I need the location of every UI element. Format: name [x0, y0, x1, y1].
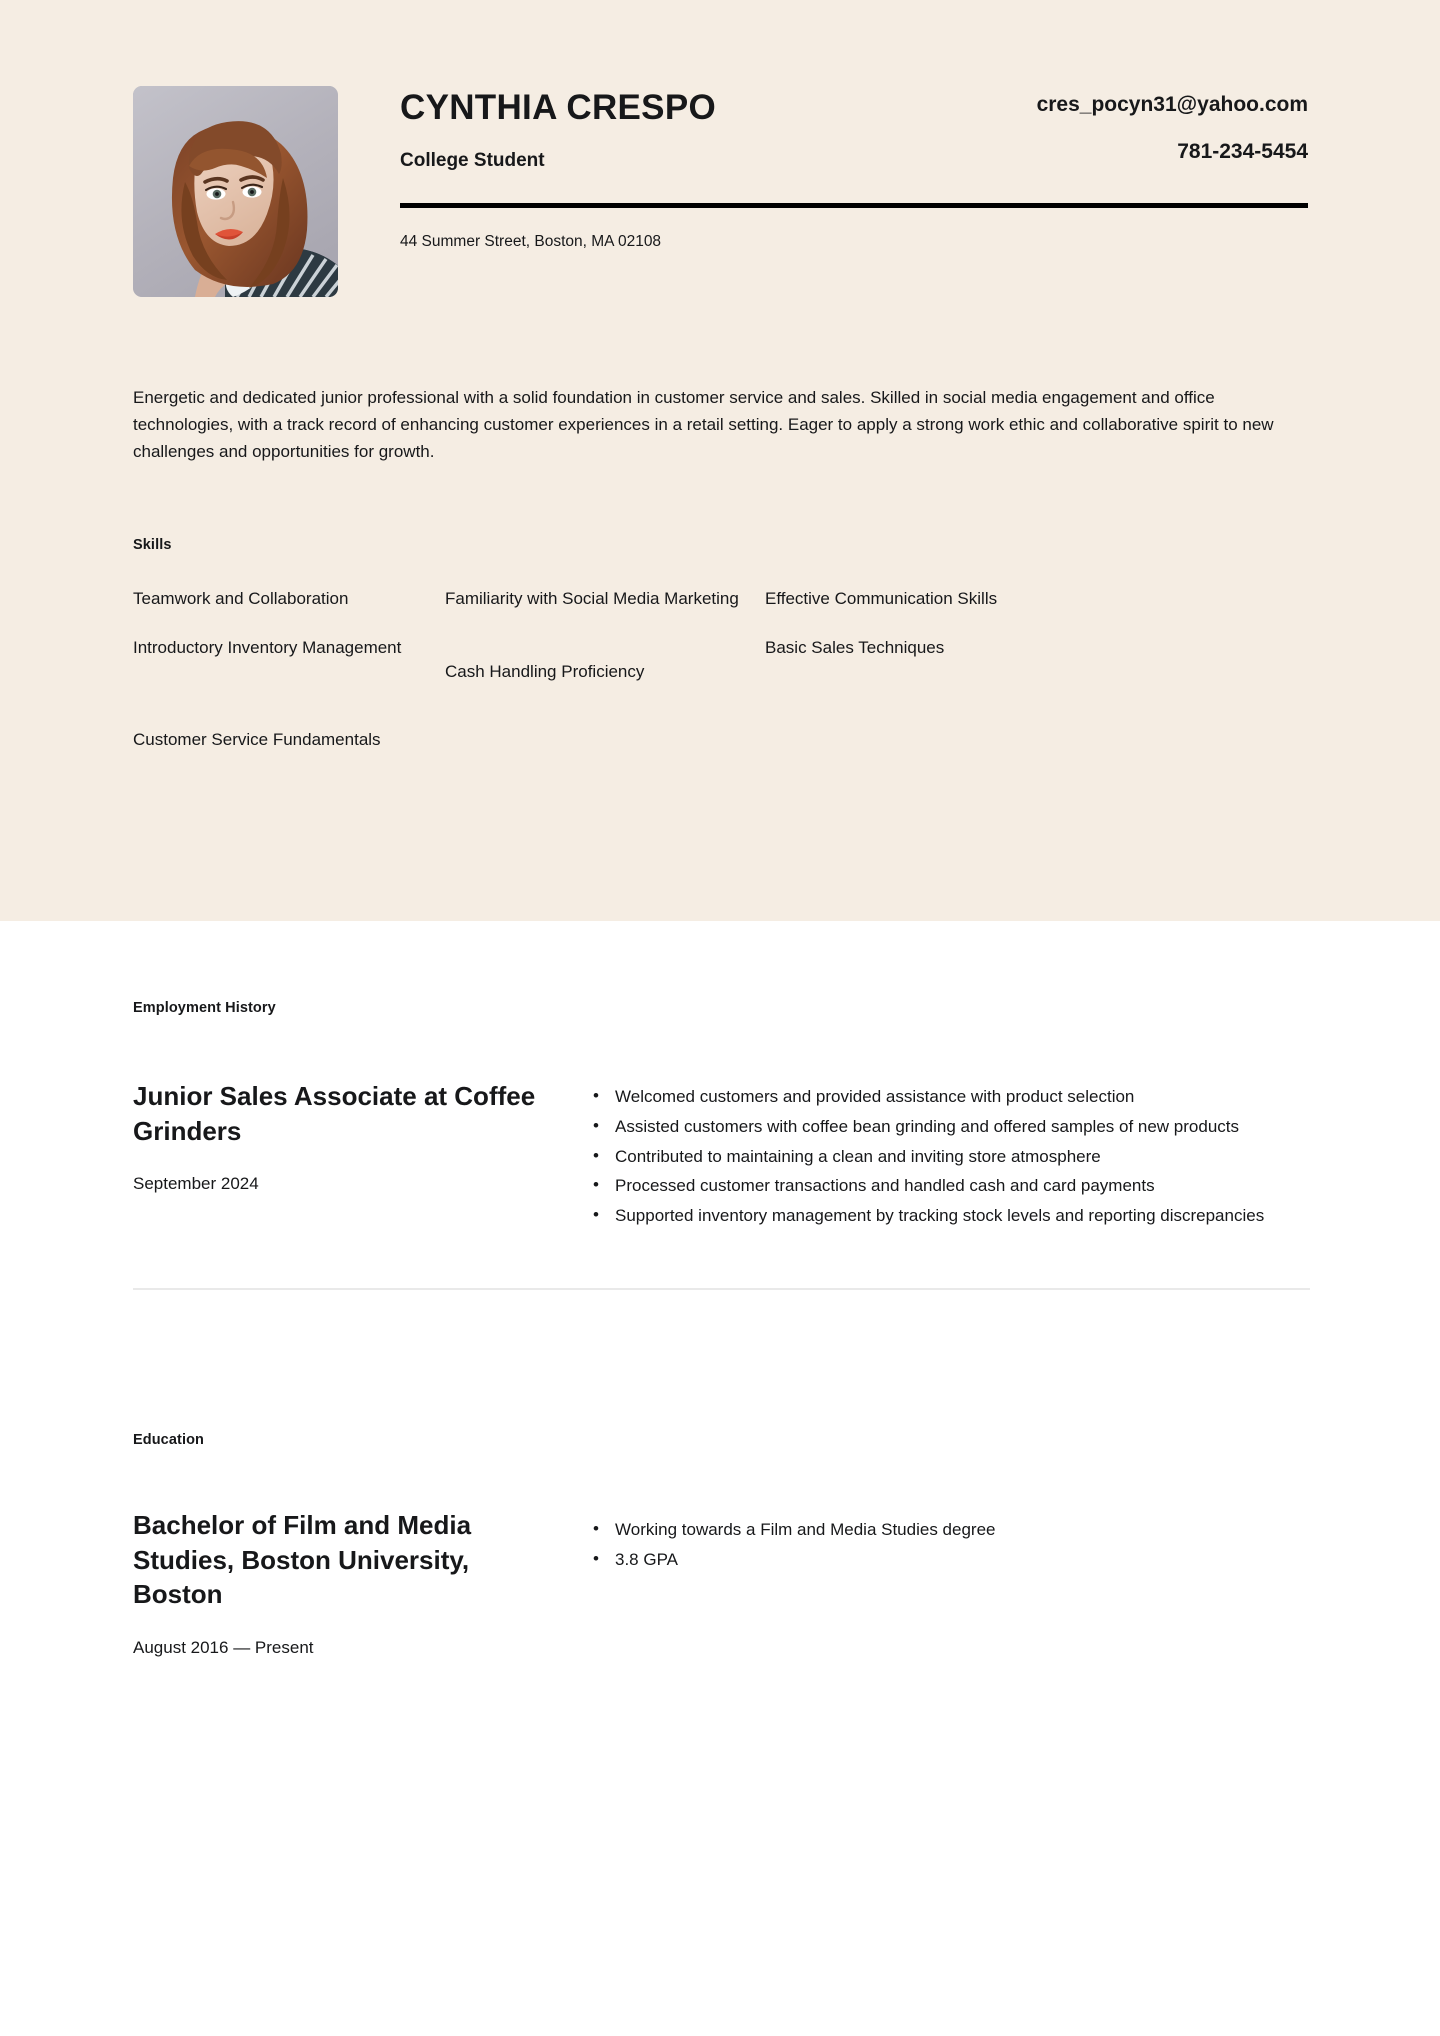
- list-item: • Welcomed customers and provided assistance with product selection: [615, 1085, 1310, 1109]
- skills-section-label: Skills: [133, 537, 172, 553]
- list-item: • Processed customer transactions and handled cash and card payments: [615, 1174, 1310, 1198]
- education-entry-details: [593, 1508, 1310, 1660]
- skill-item: Introductory Inventory Management: [133, 637, 402, 657]
- employment-entry: [133, 1079, 1310, 1234]
- list-item: • 3.8 GPA: [615, 1548, 1310, 1572]
- employment-history-section: [133, 1000, 1310, 1290]
- section-divider: [133, 1288, 1310, 1290]
- skill-item: Teamwork and Collaboration: [133, 589, 349, 608]
- education-section-label: Education: [133, 1432, 204, 1448]
- skills-section: [133, 537, 1310, 752]
- header-top-line: [400, 90, 1308, 172]
- education-entry-title: Bachelor of Film and Media Studies, Boston University, Boston: [133, 1510, 472, 1610]
- education-entry-date: August 2016 — Present: [133, 1637, 314, 1657]
- header-text-block: [400, 86, 1308, 252]
- contact-email[interactable]: cres_pocyn31@yahoo.com: [1036, 93, 1308, 116]
- job-title: College Student: [400, 149, 545, 171]
- contact-phone[interactable]: 781-234-5454: [1177, 140, 1308, 163]
- employment-entry-title: Junior Sales Associate at Coffee Grinders: [133, 1081, 536, 1146]
- contact-group: [1037, 90, 1308, 162]
- skill-item: Customer Service Fundamentals: [133, 730, 381, 750]
- employment-bullet-list: [593, 1085, 1310, 1228]
- identity-group: [400, 90, 716, 172]
- list-item: • Assisted customers with coffee bean grinding and offered samples of new products: [615, 1115, 1310, 1139]
- resume-header: [133, 86, 1308, 297]
- header-divider-rule: [400, 203, 1308, 208]
- page-title: CYNTHIA CRESPO: [400, 88, 716, 127]
- education-bullet-list: [593, 1518, 1310, 1572]
- employment-section-label: Employment History: [133, 1000, 276, 1016]
- skill-item: Cash Handling Proficiency: [445, 661, 645, 681]
- professional-summary: Energetic and dedicated junior professional with a solid foundation in customer service and sales. Skilled in social media engagement and office technologies, with a track record of enhancing customer experiences in a retail setting. Eager to apply a strong work ethic and collaborative spirit to new challenges and opportunities for growth.: [133, 388, 1274, 461]
- avatar-wrapper: [133, 86, 338, 297]
- skill-item-empty: [765, 709, 1310, 752]
- skills-grid: [133, 588, 1310, 752]
- education-section: [133, 1432, 1310, 1660]
- skill-item: Familiarity with Social Media Marketing: [445, 589, 739, 608]
- skill-item-empty: [445, 709, 765, 752]
- skill-item: Basic Sales Techniques: [765, 637, 945, 657]
- employment-entry-date: September 2024: [133, 1174, 259, 1194]
- list-item: • Working towards a Film and Media Studies degree: [615, 1518, 1310, 1542]
- skill-item: Effective Communication Skills: [765, 589, 998, 608]
- contact-address: 44 Summer Street, Boston, MA 02108: [400, 232, 662, 250]
- education-entry-meta: [133, 1508, 593, 1660]
- education-entry: [133, 1508, 1310, 1660]
- employment-entry-details: [593, 1079, 1310, 1234]
- avatar: [133, 86, 338, 297]
- list-item: • Contributed to maintaining a clean and inviting store atmosphere: [615, 1145, 1310, 1169]
- employment-entry-meta: [133, 1079, 593, 1234]
- list-item: • Supported inventory management by tracking stock levels and reporting discrepancies: [615, 1204, 1310, 1228]
